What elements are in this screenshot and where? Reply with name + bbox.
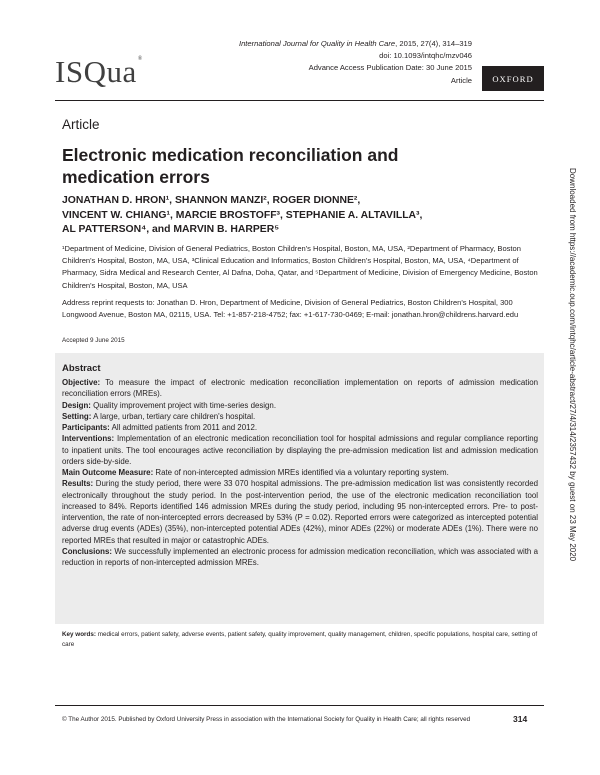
header-divider (55, 100, 544, 101)
affiliations: ¹Department of Medicine, Division of General Pediatrics, Boston Children's Hospital, Boston, MA, USA, ²Department of Pharmacy, Boston Children's Hospital, Boston, MA, USA, ³Clinical Education and Informatics, Boston Children's Hospital, Boston, MA, USA, ⁴Department of Pharmacy, Sidra Medical and Research Center, Al Dafna, Doha, Qatar, and ⁵Department of Medicine, Division of Emergency Medicine, Boston Children's Hospital, Boston, MA, USA (62, 244, 538, 290)
advance-access-date: Advance Access Publication Date: 30 June 2015 (308, 63, 472, 73)
copyright-notice: © The Author 2015. Published by Oxford University Press in association with the International Society for Quality in Health Care; all rights reserved (62, 716, 471, 723)
oxford-badge: OXFORD (482, 66, 544, 91)
isqua-logo (55, 56, 143, 87)
abstract-design: Design: Quality improvement project with time-series design. (62, 400, 277, 410)
page-number: 314 (513, 714, 528, 724)
journal-info (239, 38, 472, 87)
keywords-label: Key words: (62, 631, 96, 638)
author-list (62, 194, 532, 238)
abstract-body (62, 377, 538, 568)
keywords (62, 630, 540, 650)
journal-title[interactable]: International Journal for Quality in Health Care (238, 39, 396, 48)
footer-divider (55, 705, 544, 706)
abstract-objective: Objective: To measure the impact of electronic medication reconciliation implementation on reports of admission medication reconciliation errors (MREs). (62, 378, 538, 399)
article-title: Electronic medication reconciliation and medication errors (62, 145, 399, 187)
author-line-2: VINCENT W. CHIANG¹, MARCIE BROSTOFF³, STEPHANIE A. ALTAVILLA³, (62, 209, 423, 221)
journal-citation: , 2015, 27(4), 314–319 (395, 39, 472, 48)
download-note: Downloaded from https://academic.oup.com/intqhc/article-abstract/27/4/314/2357432 by guest on 23 May 2020 (568, 168, 577, 562)
abstract-interventions: Interventions: Implementation of an electronic medication reconciliation tool for hospital admissions and regular compliance reporting to inpatient units. The tool encourages active reconciliation by displaying the pre-admission medication list and admission medication orders side-by-side. (62, 434, 538, 466)
section-label: Article (62, 117, 100, 132)
reprint-address: Address reprint requests to: Jonathan D. Hron, Department of Medicine, Division of General Pediatrics, Boston Children's Hospital, 300 Longwood Avenue, Boston MA, 02115, USA. Tel: +1-857-218-4752; fax: +1-617-730-0469; E-mail: jonathan.hron@childrens.harvard.edu (62, 298, 519, 319)
author-line-3: AL PATTERSON⁴, and MARVIN B. HARPER⁵ (62, 224, 280, 236)
abstract-conclusions: Conclusions: We successfully implemented an electronic process for admission medication reconciliation, which was associated with a reduction in reports of non-intercepted admission MREs. (62, 546, 538, 567)
accepted-date: Accepted 9 June 2015 (62, 337, 125, 344)
logo-registered-mark: ® (137, 56, 143, 62)
doi[interactable]: doi: 10.1093/intqhc/mzv046 (379, 51, 472, 61)
logo-text: ISQua (55, 54, 137, 89)
abstract-results: Results: During the study period, there were 33 070 hospital admissions. The pre-admission medication list was consistently recorded electronically throughout the study period. In the post-intervention period, the use of the electronic medication reconciliation tool increased to 84%. Reports identified 146 admission MREs during the study period, including 95 non-intercepted errors. Pre- to post-intervention, the rate of non-intercepted errors decreased by 53% (P = 0.02). Reported errors were categorized as intercepted potential adverse drug events (ADEs) (35%), non-intercepted potential ADEs (42%), minor ADEs (22%) or moderate ADEs (1%). There were no reported MREs that resulted in major or catastrophic ADEs. (62, 479, 538, 545)
abstract-setting: Setting: A large, urban, tertiary care children's hospital. (62, 411, 256, 421)
journal-citation-line (239, 38, 472, 50)
author-line-1: JONATHAN D. HRON¹, SHANNON MANZI², ROGER DIONNE², (62, 195, 361, 206)
article-type: Article (450, 75, 472, 85)
abstract-participants: Participants: All admitted patients from 2011 and 2012. (62, 423, 258, 432)
keywords-text: medical errors, patient safety, adverse events, patient safety, quality improvement, quality management, children, specific populations, hospital care, setting of care (62, 631, 538, 648)
abstract-outcome: Main Outcome Measure: Rate of non-intercepted admission MREs identified via a voluntary reporting system. (62, 468, 449, 477)
abstract-heading: Abstract (62, 363, 101, 374)
